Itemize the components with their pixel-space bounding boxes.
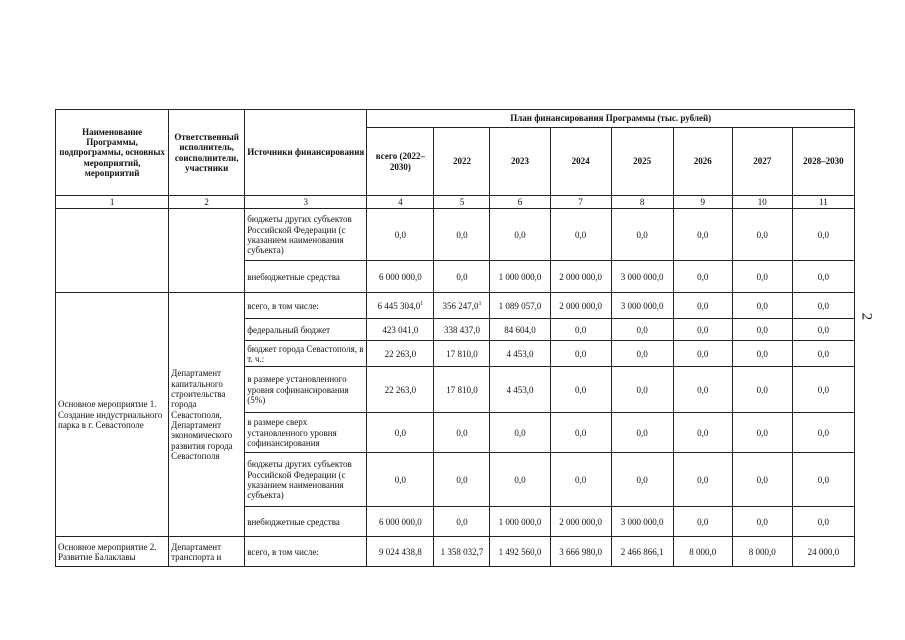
value-cell: 0,0 bbox=[611, 341, 673, 367]
table-row bbox=[56, 293, 855, 319]
value-cell: 0,0 bbox=[673, 367, 732, 413]
value-cell: 4 453,0 bbox=[490, 367, 550, 413]
value-cell: 0,0 bbox=[550, 413, 611, 453]
value-cell: 0,0 bbox=[673, 261, 732, 293]
value-cell: 0,0 bbox=[434, 261, 490, 293]
value-cell: 0,0 bbox=[611, 319, 673, 341]
funding-source-cell: в размере установленного уровня софинансирования (5%) bbox=[245, 367, 367, 413]
value-cell: 0,0 bbox=[792, 453, 854, 507]
column-number: 7 bbox=[550, 196, 611, 209]
value-cell: 0,0 bbox=[732, 319, 792, 341]
executor-cell: Департамент капитального строительства города Севастополя, Департамент экономического развития города Севастополя bbox=[169, 293, 245, 537]
value-cell: 9 024 438,8 bbox=[367, 537, 434, 567]
value-cell: 0,0 bbox=[673, 453, 732, 507]
value-cell: 338 437,0 bbox=[434, 319, 490, 341]
funding-source-cell: в размере сверх установленного уровня софинансирования bbox=[245, 413, 367, 453]
value-cell: 0,0 bbox=[434, 453, 490, 507]
funding-source-cell: федеральный бюджет bbox=[245, 319, 367, 341]
value-cell: 0,0 bbox=[792, 293, 854, 319]
value-cell: 3 000 000,0 bbox=[611, 261, 673, 293]
value-cell: 1 492 560,0 bbox=[490, 537, 550, 567]
value-cell: 22 263,0 bbox=[367, 341, 434, 367]
value-cell: 0,0 bbox=[490, 413, 550, 453]
value-cell: 0,0 bbox=[611, 453, 673, 507]
value-cell: 0,0 bbox=[792, 319, 854, 341]
value-cell: 0,0 bbox=[611, 209, 673, 261]
value-cell: 3 000 000,0 bbox=[611, 507, 673, 537]
value-cell: 0,0 bbox=[434, 209, 490, 261]
table-row bbox=[56, 537, 855, 567]
value-cell: 0,0 bbox=[673, 319, 732, 341]
value-cell: 0,0 bbox=[673, 293, 732, 319]
value-cell: 3 000 000,0 bbox=[611, 293, 673, 319]
value-cell: 0,0 bbox=[550, 319, 611, 341]
value-cell: 84 604,0 bbox=[490, 319, 550, 341]
value-cell: 0,0 bbox=[490, 209, 550, 261]
header-year: всего (2022–2030) bbox=[367, 128, 434, 196]
value-cell: 0,0 bbox=[673, 413, 732, 453]
funding-source-cell: бюджеты других субъектов Российской Федерации (с указанием наименования субъекта) bbox=[245, 209, 367, 261]
header-name: Наименование Программы, подпрограммы, основных мероприятий, мероприятий bbox=[56, 110, 169, 196]
header-year: 2028–2030 bbox=[792, 128, 854, 196]
value-cell: 8 000,0 bbox=[732, 537, 792, 567]
value-cell: 0,0 bbox=[792, 413, 854, 453]
column-number: 2 bbox=[169, 196, 245, 209]
value-cell: 0,0 bbox=[550, 453, 611, 507]
header-year: 2024 bbox=[550, 128, 611, 196]
header-year: 2022 bbox=[434, 128, 490, 196]
value-cell: 2 466 866,1 bbox=[611, 537, 673, 567]
footnote-mark: 1 bbox=[478, 300, 482, 307]
value-cell: 0,0 bbox=[732, 209, 792, 261]
value-cell: 1 089 057,0 bbox=[490, 293, 550, 319]
header-executor: Ответственный исполнитель, соисполнители, участники bbox=[169, 110, 245, 196]
funding-source-cell: бюджеты других субъектов Российской Федерации (с указанием наименования субъекта) bbox=[245, 453, 367, 507]
funding-source-cell: внебюджетные средства bbox=[245, 507, 367, 537]
header-year: 2026 bbox=[673, 128, 732, 196]
value-cell: 0,0 bbox=[792, 341, 854, 367]
header-plan: План финансирования Программы (тыс. рублей) bbox=[367, 110, 855, 128]
value-cell: 0,0 bbox=[732, 453, 792, 507]
value-cell: 2 000 000,0 bbox=[550, 261, 611, 293]
value-cell: 22 263,0 bbox=[367, 367, 434, 413]
column-number: 3 bbox=[245, 196, 367, 209]
value-cell: 0,0 bbox=[792, 507, 854, 537]
value-cell: 0,0 bbox=[367, 453, 434, 507]
value-cell: 0,0 bbox=[434, 413, 490, 453]
value-cell: 0,0 bbox=[792, 209, 854, 261]
column-number: 10 bbox=[732, 196, 792, 209]
funding-source-cell: внебюджетные средства bbox=[245, 261, 367, 293]
header-year: 2023 bbox=[490, 128, 550, 196]
column-number: 5 bbox=[434, 196, 490, 209]
activity-name-cell: Основное мероприятие 1. Создание индустриального парка в г. Севастополе bbox=[56, 293, 169, 537]
table-row bbox=[56, 209, 855, 261]
value-cell: 1 358 032,7 bbox=[434, 537, 490, 567]
value-cell: 423 041,0 bbox=[367, 319, 434, 341]
header-sources: Источники финансирования bbox=[245, 110, 367, 196]
value-cell: 0,0 bbox=[490, 453, 550, 507]
column-number: 4 bbox=[367, 196, 434, 209]
value-cell: 0,0 bbox=[732, 507, 792, 537]
value-cell: 17 810,0 bbox=[434, 367, 490, 413]
value-cell: 0,0 bbox=[732, 341, 792, 367]
value-cell: 0,0 bbox=[550, 341, 611, 367]
funding-source-cell: бюджет города Севастополя, в т. ч.: bbox=[245, 341, 367, 367]
column-number: 11 bbox=[792, 196, 854, 209]
financing-table bbox=[55, 109, 855, 567]
value-cell: 356 247,0$^1$ bbox=[434, 293, 490, 319]
executor-cell: Департамент транспорта и bbox=[169, 537, 245, 567]
column-number: 9 bbox=[673, 196, 732, 209]
header-year: 2025 bbox=[611, 128, 673, 196]
activity-name-cell bbox=[56, 209, 169, 293]
value-cell: 0,0 bbox=[550, 209, 611, 261]
value-cell: 3 666 980,0 bbox=[550, 537, 611, 567]
value-cell: 1 000 000,0 bbox=[490, 261, 550, 293]
column-number: 8 bbox=[611, 196, 673, 209]
value-cell: 0,0 bbox=[732, 367, 792, 413]
value-cell: 0,0 bbox=[611, 413, 673, 453]
footnote-mark: 1 bbox=[420, 300, 424, 307]
header-year: 2027 bbox=[732, 128, 792, 196]
value-cell: 24 000,0 bbox=[792, 537, 854, 567]
value-cell: 0,0 bbox=[673, 507, 732, 537]
value-cell: 0,0 bbox=[732, 261, 792, 293]
column-number: 6 bbox=[490, 196, 550, 209]
value-cell: 6 445 304,0$^1$ bbox=[367, 293, 434, 319]
column-number: 1 bbox=[56, 196, 169, 209]
value-cell: 17 810,0 bbox=[434, 341, 490, 367]
value-cell: 0,0 bbox=[792, 367, 854, 413]
executor-cell bbox=[169, 209, 245, 293]
value-cell: 0,0 bbox=[732, 413, 792, 453]
funding-source-cell: всего, в том числе: bbox=[245, 293, 367, 319]
value-cell: 0,0 bbox=[434, 507, 490, 537]
value-cell: 0,0 bbox=[673, 209, 732, 261]
value-cell: 6 000 000,0 bbox=[367, 507, 434, 537]
funding-source-cell: всего, в том числе: bbox=[245, 537, 367, 567]
activity-name-cell: Основное мероприятие 2. Развитие Балаклавы bbox=[56, 537, 169, 567]
value-cell: 4 453,0 bbox=[490, 341, 550, 367]
value-cell: 8 000,0 bbox=[673, 537, 732, 567]
value-cell: 2 000 000,0 bbox=[550, 507, 611, 537]
value-cell: 1 000 000,0 bbox=[490, 507, 550, 537]
value-cell: 0,0 bbox=[367, 413, 434, 453]
value-cell: 0,0 bbox=[732, 293, 792, 319]
value-cell: 2 000 000,0 bbox=[550, 293, 611, 319]
value-cell: 0,0 bbox=[367, 209, 434, 261]
value-cell: 0,0 bbox=[550, 367, 611, 413]
page-number: 2 bbox=[858, 312, 875, 321]
value-cell: 0,0 bbox=[611, 367, 673, 413]
value-cell: 6 000 000,0 bbox=[367, 261, 434, 293]
value-cell: 0,0 bbox=[792, 261, 854, 293]
value-cell: 0,0 bbox=[673, 341, 732, 367]
